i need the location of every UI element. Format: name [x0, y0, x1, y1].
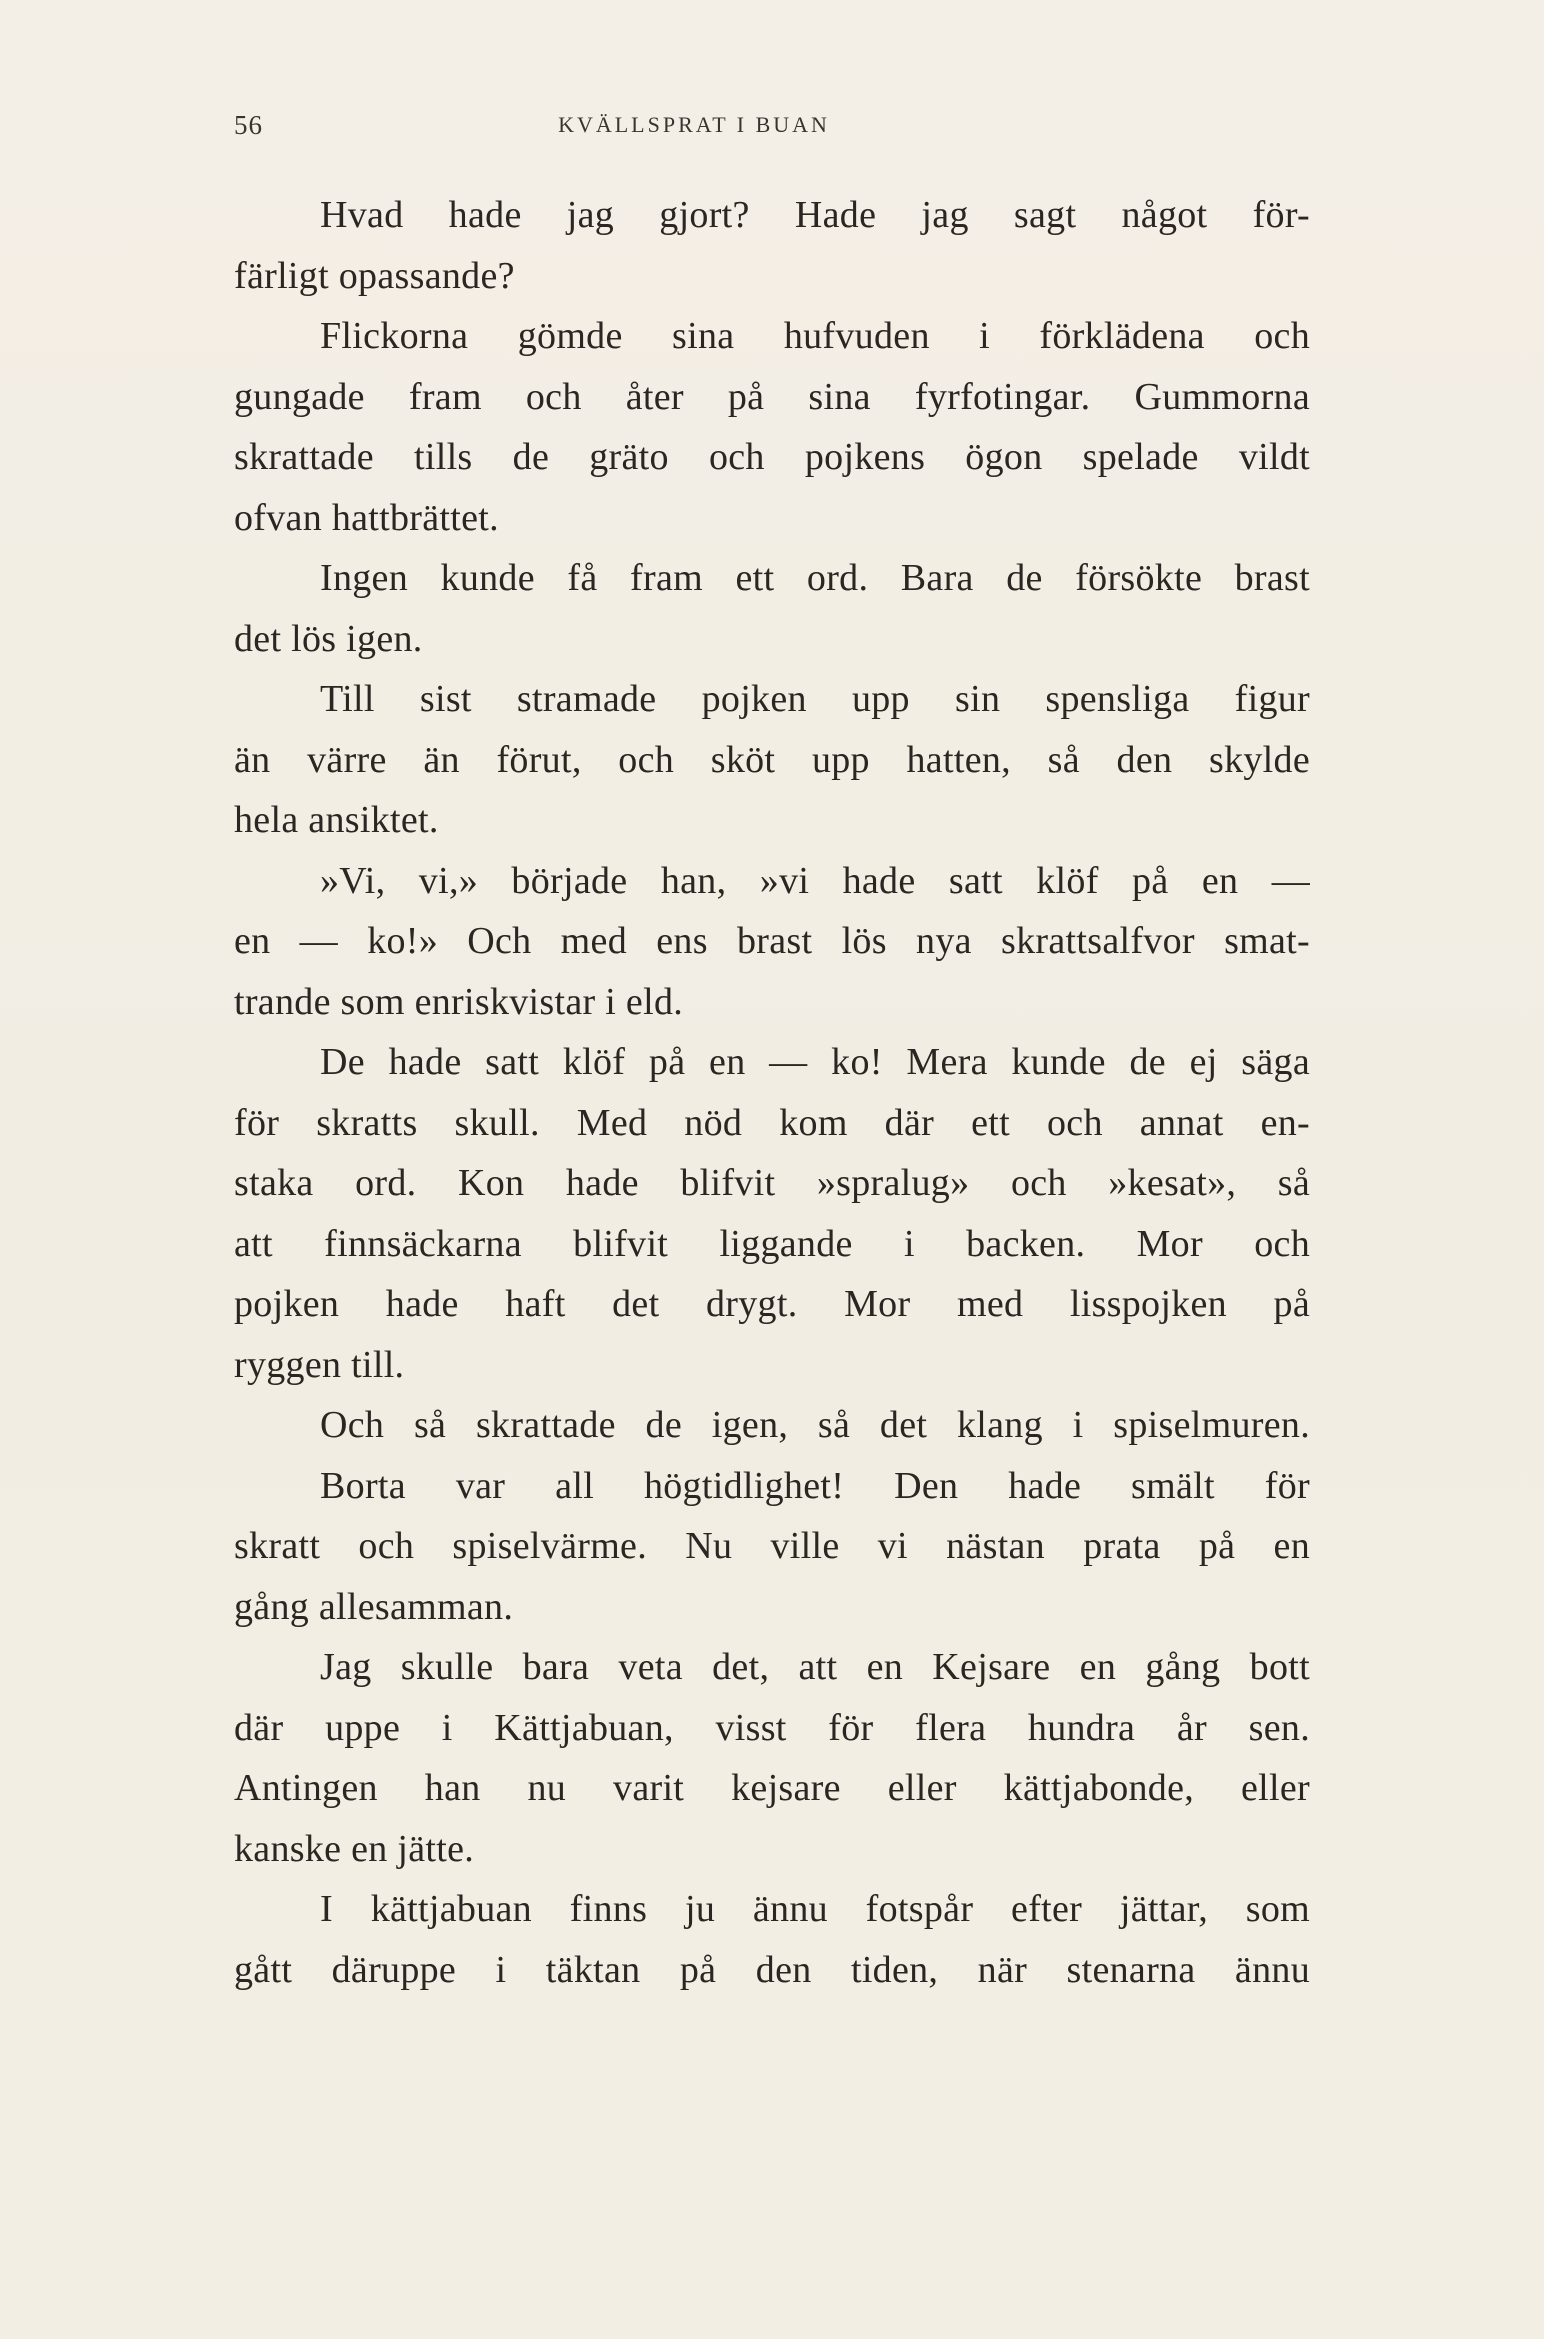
text-line: Jag skulle bara veta det, att en Kejsare en gång bott [320, 1646, 1310, 1688]
text-line: De hade satt klöf på en — ko! Mera kunde de ej säga [320, 1041, 1310, 1083]
text-line: att finnsäckarna blifvit liggande i backen. Mor och [234, 1222, 1310, 1265]
text-line: hela ansiktet. [234, 799, 439, 841]
text-line: det lös igen. [234, 617, 423, 660]
text-line: Antingen han nu varit kejsare eller kättjabonde, eller [234, 1767, 1310, 1809]
text-line: gått däruppe i täktan på den tiden, när stenarna ännu [234, 1948, 1310, 1991]
text-line: Ingen kunde få fram ett ord. Bara de försökte brast [320, 557, 1310, 599]
text-line: Och så skrattade de igen, så det klang i spiselmuren. [320, 1404, 1310, 1446]
text-line: staka ord. Kon hade blifvit »spralug» och »kesat», så [234, 1162, 1310, 1204]
text-line: Borta var all högtidlighet! Den hade smält för [320, 1464, 1310, 1507]
text-line: skratt och spiselvärme. Nu ville vi nästan prata på en [234, 1525, 1310, 1567]
text-line: trande som enriskvistar i eld. [234, 980, 684, 1023]
text-line: I kättjabuan finns ju ännu fotspår efter jättar, som [320, 1888, 1310, 1930]
text-line: ryggen till. [234, 1343, 405, 1386]
text-line: gungade fram och åter på sina fyrfotingar. Gummorna [234, 375, 1310, 418]
text-line: en — ko!» Och med ens brast lös nya skrattsalfvor smat- [234, 920, 1310, 962]
text-line: skrattade tills de gräto och pojkens ögon spelade vildt [234, 436, 1310, 478]
text-line: än värre än förut, och sköt upp hatten, så den skylde [234, 738, 1310, 781]
text-line: »Vi, vi,» började han, »vi hade satt klöf på en — [320, 859, 1310, 902]
page-number: 56 [234, 110, 263, 140]
text-line: för skratts skull. Med nöd kom där ett och annat en- [234, 1101, 1310, 1144]
text-line: ofvan hattbrättet. [234, 496, 499, 539]
text-line: Hvad hade jag gjort? Hade jag sagt något för- [320, 194, 1310, 236]
text-line: där uppe i Kättjabuan, visst för flera hundra år sen. [234, 1706, 1310, 1749]
text-line: gång allesamman. [234, 1585, 514, 1628]
text-line: färligt opassande? [234, 254, 515, 297]
text-line: kanske en jätte. [234, 1827, 475, 1870]
text-line: Till sist stramade pojken upp sin spensliga figur [320, 678, 1310, 720]
body-text [234, 185, 1310, 2000]
page-header [234, 110, 1314, 150]
running-title: KVÄLLSPRAT I BUAN [558, 112, 830, 137]
text-line: Flickorna gömde sina hufvuden i förklädena och [320, 315, 1310, 357]
text-line: pojken hade haft det drygt. Mor med lisspojken på [234, 1283, 1310, 1325]
